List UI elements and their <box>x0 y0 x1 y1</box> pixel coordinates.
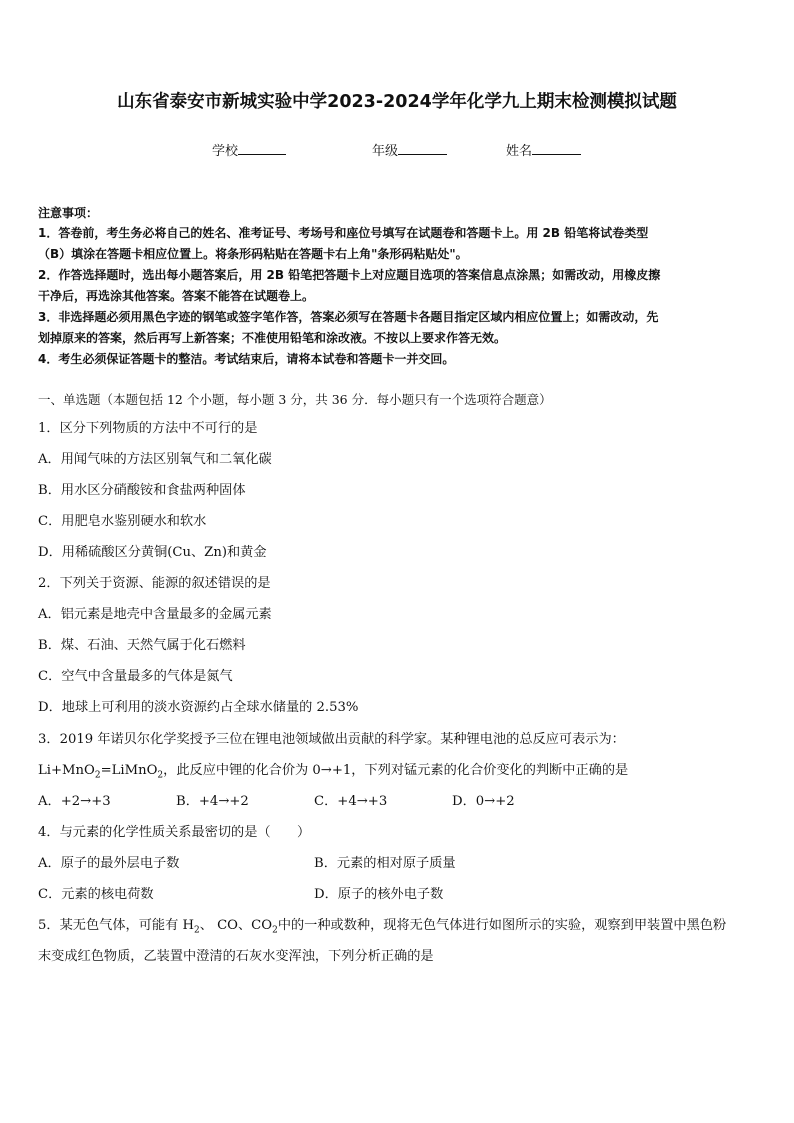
question-text: 中的一种或数种，现将无色气体进行如图所示的实验，观察到甲装置中黑色粉 <box>277 918 727 933</box>
question-stem <box>38 914 726 936</box>
subscript: 2 <box>94 770 101 781</box>
option-d: D．用稀硫酸区分黄铜(Cu、Zn)和黄金 <box>38 545 267 560</box>
notice-line: 3．非选择题必须用黑色字迹的钢笔或签字笔作答，答案必须写在答题卡各题目指定区域内相应位置上；如需改动，先 <box>38 310 659 324</box>
option-b: B．元素的相对原子质量 <box>314 856 456 871</box>
grade-field <box>372 140 447 159</box>
equation-part: =LiMnO <box>100 763 158 778</box>
subscript: 2 <box>272 925 278 936</box>
option-a: A．+2→+3 <box>38 794 111 809</box>
school-label: 学校 <box>212 144 239 159</box>
option-c: C．用肥皂水鉴别硬水和软水 <box>38 514 207 529</box>
question-text: 、 CO、CO <box>199 918 273 933</box>
option-a: A．用闻气味的方法区别氧气和二氧化碳 <box>38 452 272 467</box>
question-stem-continued: 末变成红色物质，乙装置中澄清的石灰水变浑浊，下列分析正确的是 <box>38 949 434 964</box>
notice-heading: 注意事项： <box>38 206 99 220</box>
grade-blank[interactable] <box>398 141 447 155</box>
subscript: 2 <box>193 925 200 936</box>
notice-line: 1．答卷前，考生务必将自己的姓名、准考证号、考场号和座位号填写在试题卷和答题卡上。用 2B 铅笔将试卷类型 <box>38 226 649 240</box>
equation-part: Li+MnO <box>38 763 95 778</box>
question-stem: 4．与元素的化学性质关系最密切的是（ ） <box>38 825 311 840</box>
name-label: 姓名 <box>506 144 533 159</box>
option-c: C．+4→+3 <box>314 794 388 809</box>
notice-line: 干净后，再选涂其他答案。答案不能答在试题卷上。 <box>38 289 315 303</box>
option-c: C．空气中含量最多的气体是氮气 <box>38 669 233 684</box>
option-d: D．0→+2 <box>452 794 515 809</box>
exam-title: 山东省泰安市新城实验中学2023-2024学年化学九上期末检测模拟试题 <box>117 92 677 112</box>
school-field <box>212 140 286 159</box>
name-blank[interactable] <box>532 141 581 155</box>
option-b: B．+4→+2 <box>176 794 249 809</box>
notice-line: 4．考生必须保证答题卡的整洁。考试结束后，请将本试卷和答题卡一并交回。 <box>38 352 455 366</box>
option-b: B．用水区分硝酸铵和食盐两种固体 <box>38 483 246 498</box>
option-b: B．煤、石油、天然气属于化石燃料 <box>38 638 246 653</box>
subscript: 2 <box>157 770 164 781</box>
option-d: D．原子的核外电子数 <box>314 887 444 902</box>
section-heading: 一、单选题（本题包括 12 个小题，每小题 3 分，共 36 分．每小题只有一个选项符合题意） <box>38 392 552 407</box>
option-a: A．原子的最外层电子数 <box>38 856 180 871</box>
question-text: 5．某无色气体，可能有 H <box>38 918 194 933</box>
question-stem-equation <box>38 759 628 781</box>
question-stem: 2．下列关于资源、能源的叙述错误的是 <box>38 576 271 591</box>
name-field <box>506 140 581 159</box>
question-stem: 1．区分下列物质的方法中不可行的是 <box>38 421 258 436</box>
notice-line: （B）填涂在答题卡相应位置上。将条形码粘贴在答题卡右上角"条形码粘贴处"。 <box>38 247 468 261</box>
notice-line: 2．作答选择题时，选出每小题答案后，用 2B 铅笔把答题卡上对应题目选项的答案信息点涂黑；如需改动，用橡皮擦 <box>38 268 661 282</box>
notice-line: 划掉原来的答案，然后再写上新答案；不准使用铅笔和涂改液。不按以上要求作答无效。 <box>38 331 507 345</box>
question-text: ，此反应中锂的化合价为 0→+1，下列对锰元素的化合价变化的判断中正确的是 <box>163 763 629 778</box>
option-a: A．铝元素是地壳中含量最多的金属元素 <box>38 607 272 622</box>
option-d: D．地球上可利用的淡水资源约占全球水储量的 2.53% <box>38 700 359 715</box>
question-stem: 3．2019 年诺贝尔化学奖授予三位在锂电池领域做出贡献的科学家。某种锂电池的总反应可表示为： <box>38 732 625 747</box>
option-c: C．元素的核电荷数 <box>38 887 154 902</box>
grade-label: 年级 <box>372 144 399 159</box>
school-blank[interactable] <box>238 141 286 155</box>
